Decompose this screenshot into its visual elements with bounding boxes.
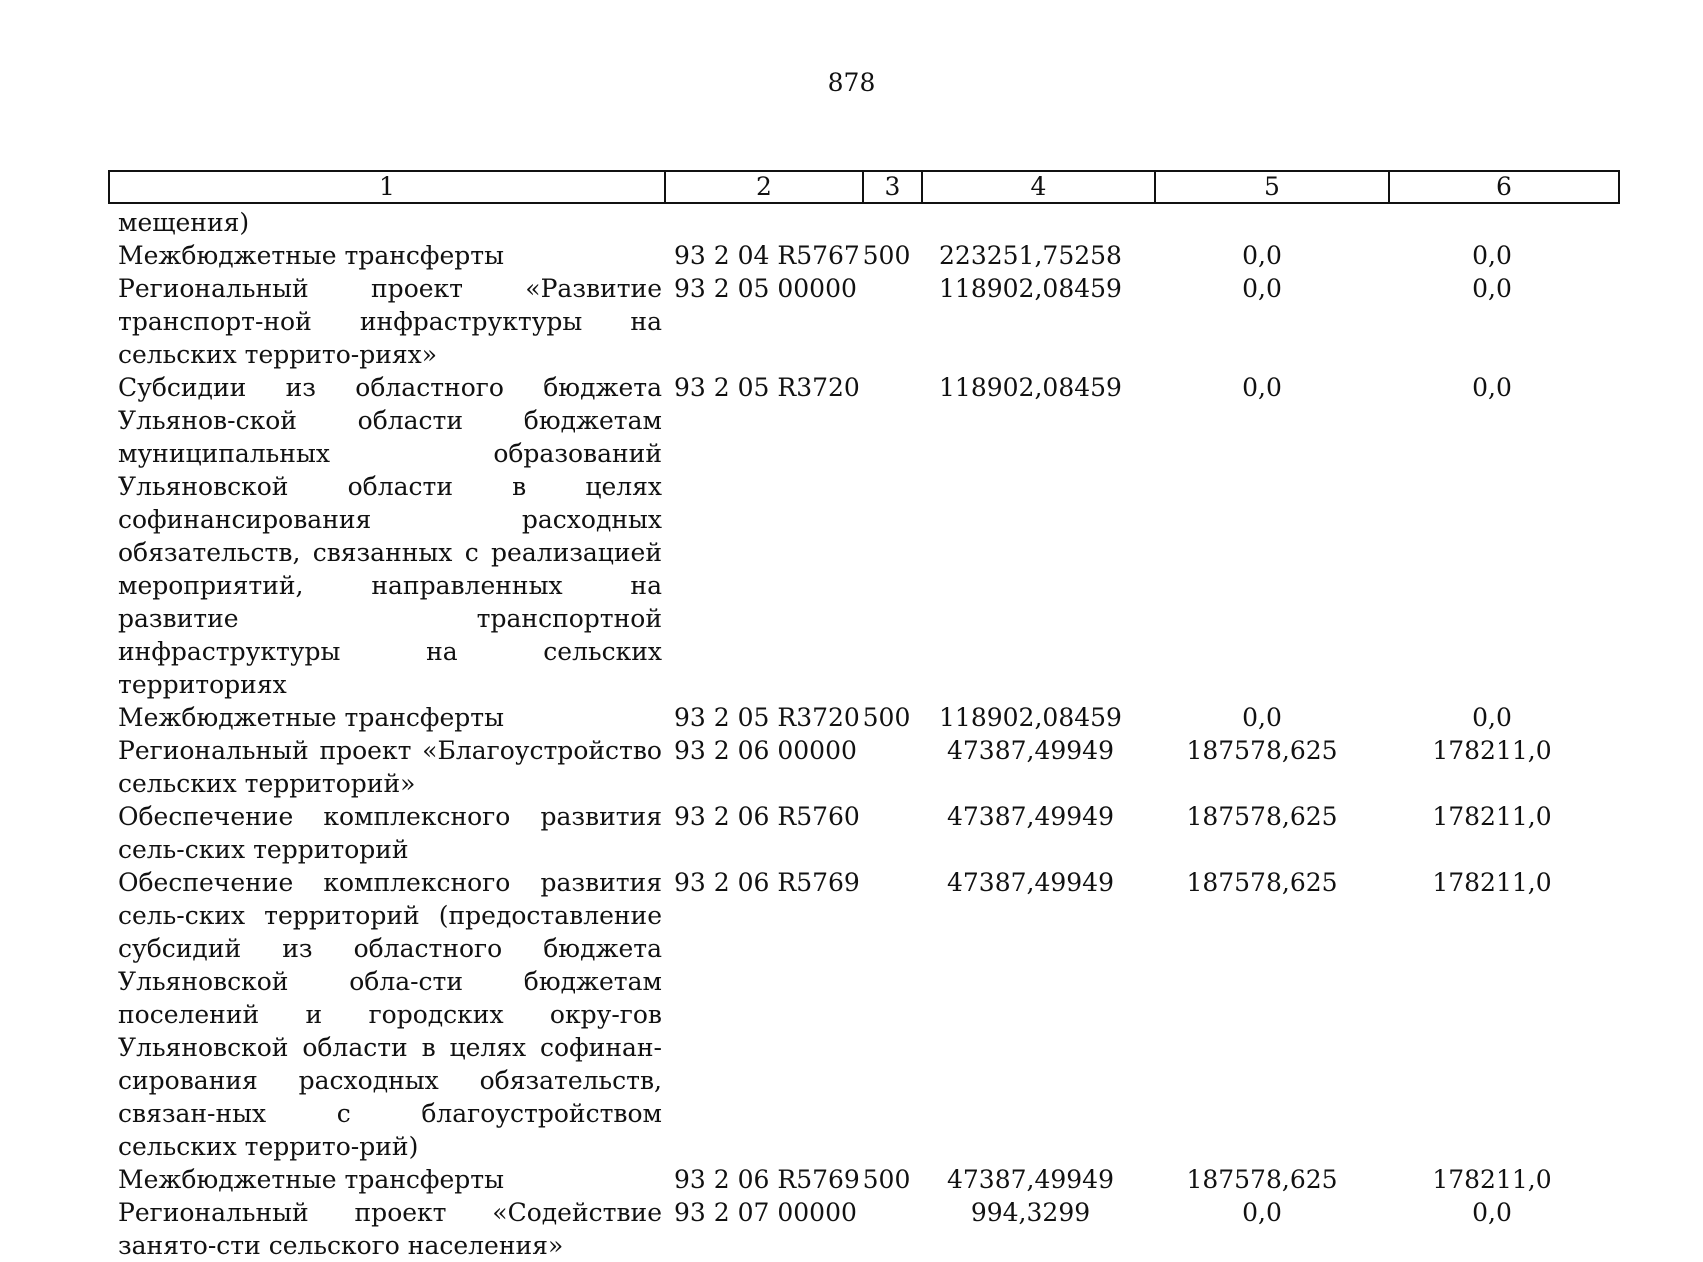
table-row <box>108 800 1606 866</box>
row-type: 500 <box>862 1165 911 1194</box>
row-value-6: 0,0 <box>1472 241 1512 270</box>
row-type <box>858 866 915 1163</box>
column-header-1: 1 <box>109 171 665 203</box>
row-value-6: 178211,0 <box>1432 736 1552 765</box>
row-value-6: 0,0 <box>1472 703 1512 732</box>
row-value-4: 118902,08459 <box>939 373 1122 402</box>
row-code <box>662 206 858 239</box>
row-value-5: 0,0 <box>1242 241 1282 270</box>
row-value-6: 0,0 <box>1472 274 1512 303</box>
row-name: Региональный проект «Развитие транспорт-ной инфраструктуры на сельских террито-риях» <box>118 274 662 369</box>
table-row <box>108 866 1606 1163</box>
row-value-5: 0,0 <box>1242 1198 1282 1227</box>
row-name: Региональный проект «Содействие занято-сти сельского населения» <box>118 1198 662 1260</box>
row-value-5: 0,0 <box>1242 373 1282 402</box>
row-value-4: 47387,49949 <box>946 802 1114 831</box>
row-value-5: 0,0 <box>1242 274 1282 303</box>
table-row <box>108 1163 1606 1196</box>
row-type <box>858 206 915 239</box>
row-code: 93 2 05 R3720 <box>674 373 860 402</box>
row-value-6: 178211,0 <box>1432 1165 1552 1194</box>
row-code: 93 2 06 R5769 <box>674 1165 860 1194</box>
row-value-5: 187578,625 <box>1186 1165 1338 1194</box>
row-value-5 <box>1146 206 1378 239</box>
row-value-5: 187578,625 <box>1186 736 1338 765</box>
row-value-6: 0,0 <box>1472 1198 1512 1227</box>
row-type <box>858 734 915 800</box>
row-name: Межбюджетные трансферты <box>118 241 505 270</box>
row-code: 93 2 05 R3720 <box>674 703 860 732</box>
row-value-4 <box>915 206 1146 239</box>
row-value-6: 0,0 <box>1472 373 1512 402</box>
row-value-4: 47387,49949 <box>946 1165 1114 1194</box>
row-name: Межбюджетные трансферты <box>118 703 505 732</box>
table-row <box>108 239 1606 272</box>
row-name: Обеспечение комплексного развития сель-ских территорий (предоставление субсидий из областного бюджета Ульяновской обла-сти бюджетам поселений и городских окру-гов Ульяновской области в целях софинан-сирования расходных обязательств, связан-ных с благоустройством сельских террито-рий) <box>118 868 662 1161</box>
row-code: 93 2 07 00000 <box>674 1198 857 1227</box>
column-header-6: 6 <box>1389 171 1619 203</box>
column-header-4: 4 <box>922 171 1155 203</box>
row-type: 500 <box>862 703 911 732</box>
row-value-4: 47387,49949 <box>946 868 1114 897</box>
table-header <box>108 170 1620 204</box>
row-name: Межбюджетные трансферты <box>118 1165 505 1194</box>
row-name: Региональный проект «Благоустройство сельских территорий» <box>118 736 662 798</box>
row-type <box>858 272 915 371</box>
column-header-3: 3 <box>863 171 922 203</box>
row-name: Субсидии из областного бюджета Ульянов-ской области бюджетам муниципальных образований Ульяновской области в целях софинансирования расходных обязательств, связанных с реализацией мероприятий, направленных на развитие транспортной инфраструктуры на сельских территориях <box>118 373 662 699</box>
row-name: Обеспечение комплексного развития сель-ских территорий <box>118 802 662 864</box>
row-type <box>858 800 915 866</box>
row-value-4: 118902,08459 <box>939 703 1122 732</box>
row-value-5: 187578,625 <box>1186 868 1338 897</box>
row-value-5: 0,0 <box>1242 703 1282 732</box>
row-code: 93 2 05 00000 <box>674 274 857 303</box>
row-code: 93 2 04 R5767 <box>674 241 860 270</box>
row-value-4: 47387,49949 <box>946 736 1114 765</box>
row-value-6: 178211,0 <box>1432 802 1552 831</box>
row-code: 93 2 06 R5760 <box>674 802 860 831</box>
page-number: 878 <box>827 68 876 97</box>
table-row <box>108 1196 1606 1262</box>
column-header-2: 2 <box>665 171 863 203</box>
row-code: 93 2 06 R5769 <box>674 868 860 897</box>
row-name: мещения) <box>118 208 250 237</box>
table-row <box>108 371 1606 701</box>
table-row <box>108 272 1606 371</box>
table-row <box>108 734 1606 800</box>
row-value-4: 994,3299 <box>970 1198 1091 1227</box>
row-code: 93 2 06 00000 <box>674 736 857 765</box>
row-value-6 <box>1378 206 1606 239</box>
row-value-4: 223251,75258 <box>939 241 1122 270</box>
table-row <box>108 701 1606 734</box>
row-value-5: 187578,625 <box>1186 802 1338 831</box>
row-type <box>858 1196 915 1262</box>
table-row <box>108 206 1606 239</box>
row-type <box>858 371 915 701</box>
column-header-5: 5 <box>1155 171 1389 203</box>
table-body <box>108 206 1606 1262</box>
row-value-4: 118902,08459 <box>939 274 1122 303</box>
row-value-6: 178211,0 <box>1432 868 1552 897</box>
row-type: 500 <box>862 241 911 270</box>
